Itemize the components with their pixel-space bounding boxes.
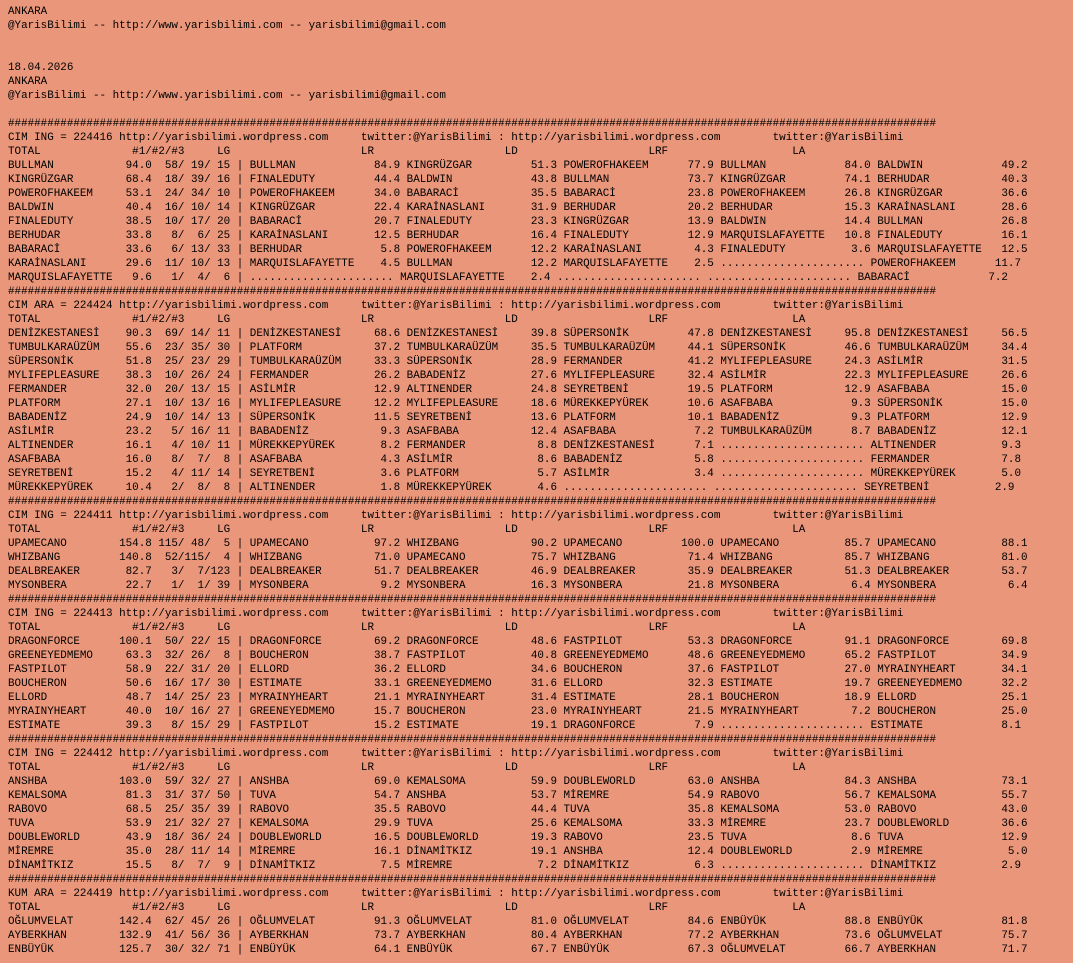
- race-section-title: CIM ING = 224412 http://yarisbilimi.wordpress.com twitter:@YarisBilimi : http://yarisbilimi.wordpress.com twitter:@YarisBilimi: [8, 748, 904, 760]
- table-row: BABARACİ 33.6 6/ 13/ 33 | BERHUDAR 5.8 POWEROFHAKEEM 12.2 KARAİNASLANI 4.3 FINALEDUTY 3.6 MARQUISLAFAYETTE 12.5: [8, 244, 1028, 256]
- table-row: MYLIFEPLEASURE 38.3 10/ 26/ 24 | FERMANDER 26.2 BABADENİZ 27.6 MYLIFEPLEASURE 32.4 ASİLMİR 22.3 MYLIFEPLEASURE 26.6: [8, 370, 1028, 382]
- race-section-title: KUM ARA = 224419 http://yarisbilimi.wordpress.com twitter:@YarisBilimi : http://yarisbilimi.wordpress.com twitter:@YarisBilimi: [8, 888, 904, 900]
- table-row: ASAFBABA 16.0 8/ 7/ 8 | ASAFBABA 4.3 ASİLMİR 8.6 BABADENİZ 5.8 ...................... FERMANDER 7.8: [8, 454, 1021, 466]
- blank-line: [8, 47, 1073, 61]
- separator-line: ##############################################################################################################################################: [8, 286, 937, 298]
- table-header-row: TOTAL #1/#2/#3 LG LR LD LRF LA: [8, 524, 806, 536]
- table-row: BABADENİZ 24.9 10/ 14/ 13 | SÜPERSONİK 11.5 SEYRETBENİ 13.6 PLATFORM 10.1 BABADENİZ 9.3 PLATFORM 12.9: [8, 412, 1028, 424]
- table-row: BULLMAN 94.0 58/ 19/ 15 | BULLMAN 84.9 KINGRÜZGAR 51.3 POWEROFHAKEEM 77.9 BULLMAN 84.0 BALDWIN 49.2: [8, 160, 1028, 172]
- table-row: TUMBULKARAÜZÜM 55.6 23/ 35/ 30 | PLATFORM 37.2 TUMBULKARAÜZÜM 35.5 TUMBULKARAÜZÜM 44.1 SÜPERSONİK 46.6 TUMBULKARAÜZÜM 34.4: [8, 342, 1028, 354]
- table-row: BOUCHERON 50.6 16/ 17/ 30 | ESTIMATE 33.1 GREENEYEDMEMO 31.6 ELLORD 32.3 ESTIMATE 19.7 GREENEYEDMEMO 32.2: [8, 678, 1028, 690]
- table-row: UPAMECANO 154.8 115/ 48/ 5 | UPAMECANO 97.2 WHIZBANG 90.2 UPAMECANO 100.0 UPAMECANO 85.7 UPAMECANO 88.1: [8, 538, 1028, 550]
- table-row: DOUBLEWORLD 43.9 18/ 36/ 24 | DOUBLEWORLD 16.5 DOUBLEWORLD 19.3 RABOVO 23.5 TUVA 8.6 TUVA 12.9: [8, 832, 1028, 844]
- table-row: SEYRETBENİ 15.2 4/ 11/ 14 | SEYRETBENİ 3.6 PLATFORM 5.7 ASİLMİR 3.4 ...................... MÜREKKEPYÜREK 5.0: [8, 468, 1021, 480]
- table-row: BERHUDAR 33.8 8/ 6/ 25 | KARAİNASLANI 12.5 BERHUDAR 16.4 FINALEDUTY 12.9 MARQUISLAFAYETTE 10.8 FINALEDUTY 16.1: [8, 230, 1028, 242]
- table-row: DEALBREAKER 82.7 3/ 7/123 | DEALBREAKER 51.7 DEALBREAKER 46.9 DEALBREAKER 35.9 DEALBREAKER 51.3 DEALBREAKER 53.7: [8, 566, 1028, 578]
- table-header-row: TOTAL #1/#2/#3 LG LR LD LRF LA: [8, 762, 806, 774]
- table-row: ENBÜYÜK 125.7 30/ 32/ 71 | ENBÜYÜK 64.1 ENBÜYÜK 67.7 ENBÜYÜK 67.3 OĞLUMVELAT 66.7 AYBERKHAN 71.7: [8, 944, 1028, 956]
- race-section-title: CIM ING = 224413 http://yarisbilimi.wordpress.com twitter:@YarisBilimi : http://yarisbilimi.wordpress.com twitter:@YarisBilimi: [8, 608, 904, 620]
- blank-line: [8, 33, 1073, 47]
- table-row: ESTIMATE 39.3 8/ 15/ 29 | FASTPILOT 15.2 ESTIMATE 19.1 DRAGONFORCE 7.9 ...................... ESTIMATE 8.1: [8, 720, 1021, 732]
- separator-line: ##############################################################################################################################################: [8, 874, 937, 886]
- table-header-row: TOTAL #1/#2/#3 LG LR LD LRF LA: [8, 622, 806, 634]
- table-row: WHIZBANG 140.8 52/115/ 4 | WHIZBANG 71.0 UPAMECANO 75.7 WHIZBANG 71.4 WHIZBANG 85.7 WHIZBANG 81.0: [8, 552, 1028, 564]
- table-header-row: TOTAL #1/#2/#3 LG LR LD LRF LA: [8, 314, 806, 326]
- table-row: TUVA 53.9 21/ 32/ 27 | KEMALSOMA 29.9 TUVA 25.6 KEMALSOMA 33.3 MİREMRE 23.7 DOUBLEWORLD 36.6: [8, 818, 1028, 830]
- separator-line: ##############################################################################################################################################: [8, 496, 937, 508]
- table-row: MYRAINYHEART 40.0 10/ 16/ 27 | GREENEYEDMEMO 15.7 BOUCHERON 23.0 MYRAINYHEART 21.5 MYRAINYHEART 7.2 BOUCHERON 25.0: [8, 706, 1028, 718]
- table-row: SÜPERSONİK 51.8 25/ 23/ 29 | TUMBULKARAÜZÜM 33.3 SÜPERSONİK 28.9 FERMANDER 41.2 MYLIFEPLEASURE 24.3 ASİLMİR 31.5: [8, 356, 1028, 368]
- table-row: ANSHBA 103.0 59/ 32/ 27 | ANSHBA 69.0 KEMALSOMA 59.9 DOUBLEWORLD 63.0 ANSHBA 84.3 ANSHBA 73.1: [8, 776, 1028, 788]
- table-row: MÜREKKEPYÜREK 10.4 2/ 8/ 8 | ALTINENDER 1.8 MÜREKKEPYÜREK 4.6 ...................... ...................... SEYRETBENİ 2.9: [8, 482, 1015, 494]
- table-row: KINGRÜZGAR 68.4 18/ 39/ 16 | FINALEDUTY 44.4 BALDWIN 43.8 BULLMAN 73.7 KINGRÜZGAR 74.1 BERHUDAR 40.3: [8, 174, 1028, 186]
- table-row: MİREMRE 35.0 28/ 11/ 14 | MİREMRE 16.1 DİNAMİTKIZ 19.1 ANSHBA 12.4 DOUBLEWORLD 2.9 MİREMRE 5.0: [8, 846, 1028, 858]
- separator-line: ##############################################################################################################################################: [8, 594, 937, 606]
- table-row: RABOVO 68.5 25/ 35/ 39 | RABOVO 35.5 RABOVO 44.4 TUVA 35.8 KEMALSOMA 53.0 RABOVO 43.0: [8, 804, 1028, 816]
- table-row: FINALEDUTY 38.5 10/ 17/ 20 | BABARACİ 20.7 FINALEDUTY 23.3 KINGRÜZGAR 13.9 BALDWIN 14.4 BULLMAN 26.8: [8, 216, 1028, 228]
- header-line: @YarisBilimi -- http://www.yarisbilimi.com -- yarisbilimi@gmail.com: [8, 20, 446, 32]
- table-row: POWEROFHAKEEM 53.1 24/ 34/ 10 | POWEROFHAKEEM 34.0 BABARACİ 35.5 BABARACİ 23.8 POWEROFHAKEEM 26.8 KINGRÜZGAR 36.6: [8, 188, 1028, 200]
- table-row: KEMALSOMA 81.3 31/ 37/ 50 | TUVA 54.7 ANSHBA 53.7 MİREMRE 54.9 RABOVO 56.7 KEMALSOMA 55.7: [8, 790, 1028, 802]
- table-row: KARAİNASLANI 29.6 11/ 10/ 13 | MARQUISLAFAYETTE 4.5 BULLMAN 12.2 MARQUISLAFAYETTE 2.5 ...................... POWEROFHAKEEM 11.7: [8, 258, 1021, 270]
- table-row: FERMANDER 32.0 20/ 13/ 15 | ASİLMİR 12.9 ALTINENDER 24.8 SEYRETBENİ 19.5 PLATFORM 12.9 ASAFBABA 15.0: [8, 384, 1028, 396]
- table-row: MARQUISLAFAYETTE 9.6 1/ 4/ 6 | ...................... MARQUISLAFAYETTE 2.4 ...................... ...................... BABARACİ 7.2: [8, 272, 1008, 284]
- table-row: PLATFORM 27.1 10/ 13/ 16 | MYLIFEPLEASURE 12.2 MYLIFEPLEASURE 18.6 MÜREKKEPYÜREK 10.6 ASAFBABA 9.3 SÜPERSONİK 15.0: [8, 398, 1028, 410]
- table-header-row: TOTAL #1/#2/#3 LG LR LD LRF LA: [8, 146, 806, 158]
- table-header-row: TOTAL #1/#2/#3 LG LR LD LRF LA: [8, 902, 806, 914]
- table-row: BALDWIN 40.4 16/ 10/ 14 | KINGRÜZGAR 22.4 KARAİNASLANI 31.9 BERHUDAR 20.2 BERHUDAR 15.3 KARAİNASLANI 28.6: [8, 202, 1028, 214]
- table-row: DİNAMİTKIZ 15.5 8/ 7/ 9 | DİNAMİTKIZ 7.5 MİREMRE 7.2 DİNAMİTKIZ 6.3 ...................... DİNAMİTKIZ 2.9: [8, 860, 1021, 872]
- table-row: MYSONBERA 22.7 1/ 1/ 39 | MYSONBERA 9.2 MYSONBERA 16.3 MYSONBERA 21.8 MYSONBERA 6.4 MYSONBERA 6.4: [8, 580, 1028, 592]
- table-row: DRAGONFORCE 100.1 50/ 22/ 15 | DRAGONFORCE 69.2 DRAGONFORCE 48.6 FASTPILOT 53.3 DRAGONFORCE 91.1 DRAGONFORCE 69.8: [8, 636, 1028, 648]
- table-row: DENİZKESTANESİ 90.3 69/ 14/ 11 | DENİZKESTANESİ 68.6 DENİZKESTANESİ 39.8 SÜPERSONİK 47.8 DENİZKESTANESİ 95.8 DENİZKESTANESİ 56.5: [8, 328, 1028, 340]
- table-row: ASİLMİR 23.2 5/ 16/ 11 | BABADENİZ 9.3 ASAFBABA 12.4 ASAFBABA 7.2 TUMBULKARAÜZÜM 8.7 BABADENİZ 12.1: [8, 426, 1028, 438]
- table-row: GREENEYEDMEMO 63.3 32/ 26/ 8 | BOUCHERON 38.7 FASTPILOT 40.8 GREENEYEDMEMO 48.6 GREENEYEDMEMO 65.2 FASTPILOT 34.9: [8, 650, 1028, 662]
- separator-line: ##############################################################################################################################################: [8, 734, 937, 746]
- table-row: OĞLUMVELAT 142.4 62/ 45/ 26 | OĞLUMVELAT 91.3 OĞLUMVELAT 81.0 OĞLUMVELAT 84.6 ENBÜYÜK 88.8 ENBÜYÜK 81.8: [8, 916, 1028, 928]
- header-line: ANKARA: [8, 6, 48, 18]
- table-row: ELLORD 48.7 14/ 25/ 23 | MYRAINYHEART 21.1 MYRAINYHEART 31.4 ESTIMATE 28.1 BOUCHERON 18.9 ELLORD 25.1: [8, 692, 1028, 704]
- header-line: ANKARA: [8, 76, 48, 88]
- table-row: ALTINENDER 16.1 4/ 10/ 11 | MÜREKKEPYÜREK 8.2 FERMANDER 8.8 DENİZKESTANESİ 7.1 ...................... ALTINENDER 9.3: [8, 440, 1021, 452]
- race-section-title: CIM ING = 224416 http://yarisbilimi.wordpress.com twitter:@YarisBilimi : http://yarisbilimi.wordpress.com twitter:@YarisBilimi: [8, 132, 904, 144]
- race-section-title: CIM ARA = 224424 http://yarisbilimi.wordpress.com twitter:@YarisBilimi : http://yarisbilimi.wordpress.com twitter:@YarisBilimi: [8, 300, 904, 312]
- race-section-title: CIM ING = 224411 http://yarisbilimi.wordpress.com twitter:@YarisBilimi : http://yarisbilimi.wordpress.com twitter:@YarisBilimi: [8, 510, 904, 522]
- table-row: FASTPILOT 58.9 22/ 31/ 20 | ELLORD 36.2 ELLORD 34.6 BOUCHERON 37.6 FASTPILOT 27.0 MYRAINYHEART 34.1: [8, 664, 1028, 676]
- separator-line: ##############################################################################################################################################: [8, 118, 937, 130]
- header-line: @YarisBilimi -- http://www.yarisbilimi.com -- yarisbilimi@gmail.com: [8, 90, 446, 102]
- header-line: 18.04.2026: [8, 62, 74, 74]
- table-row: AYBERKHAN 132.9 41/ 56/ 36 | AYBERKHAN 73.7 AYBERKHAN 80.4 AYBERKHAN 77.2 AYBERKHAN 73.6 OĞLUMVELAT 75.7: [8, 930, 1028, 942]
- blank-line: [8, 103, 1073, 117]
